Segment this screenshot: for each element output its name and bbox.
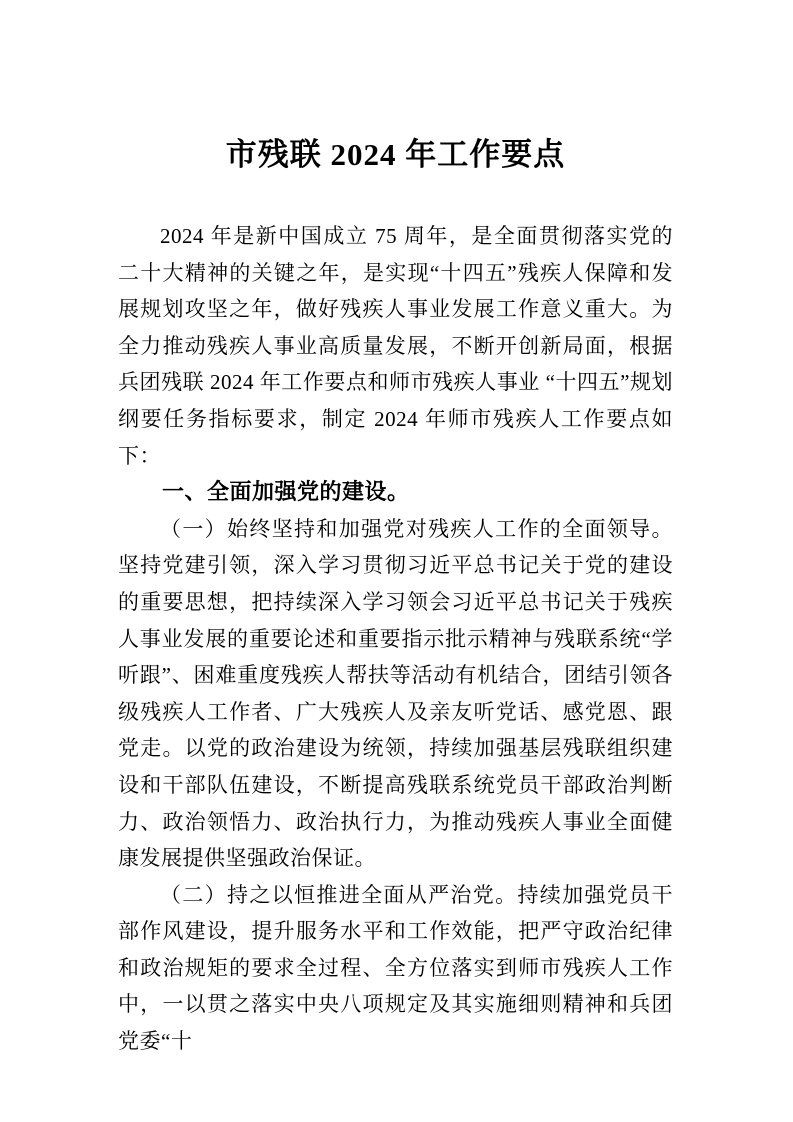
paragraph-item-1: （一）始终坚持和加强党对残疾人工作的全面领导。坚持党建引领，深入学习贯彻习近平总书记关于党的建设的重要思想，把持续深入学习领会习近平总书记关于残疾人事业发展的重要论述和重要指示批示精神与残联系统“学听跟”、困难重度残疾人帮扶等活动有机结合，团结引领各级残疾人工作者、广大残疾人及亲友听党话、感党恩、跟党走。以党的政治建设为统领，持续加强基层残联组织建设和干部队伍建设，不断提高残联系统党员干部政治判断力、政治领悟力、政治执行力，为推动残疾人事业全面健康发展提供坚强政治保证。 [118, 516, 673, 871]
paragraph-item-2: （二）持之以恒推进全面从严治党。持续加强党员干部作风建设，提升服务水平和工作效能，把严守政治纪律和政治规矩的要求全过程、全方位落实到师市残疾人工作中，一以贯之落实中央八项规定及其实施细则精神和兵团党委“十 [118, 882, 673, 1054]
document-title: 市残联 2024 年工作要点 [225, 137, 566, 172]
paragraph-intro: 2024 年是新中国成立 75 周年，是全面贯彻落实党的二十大精神的关键之年，是实现“十四五”残疾人保障和发展规划攻坚之年，做好残疾人事业发展工作意义重大。为全力推动残疾人事业高质量发展，不断开创新局面，根据兵团残联 2024 年工作要点和师市残疾人事业 “十四五”规划纲要任务指标要求，制定 2024 年师市残疾人工作要点如下： [118, 224, 673, 468]
section-heading-party-building: 一、全面加强党的建设。 [162, 479, 410, 505]
